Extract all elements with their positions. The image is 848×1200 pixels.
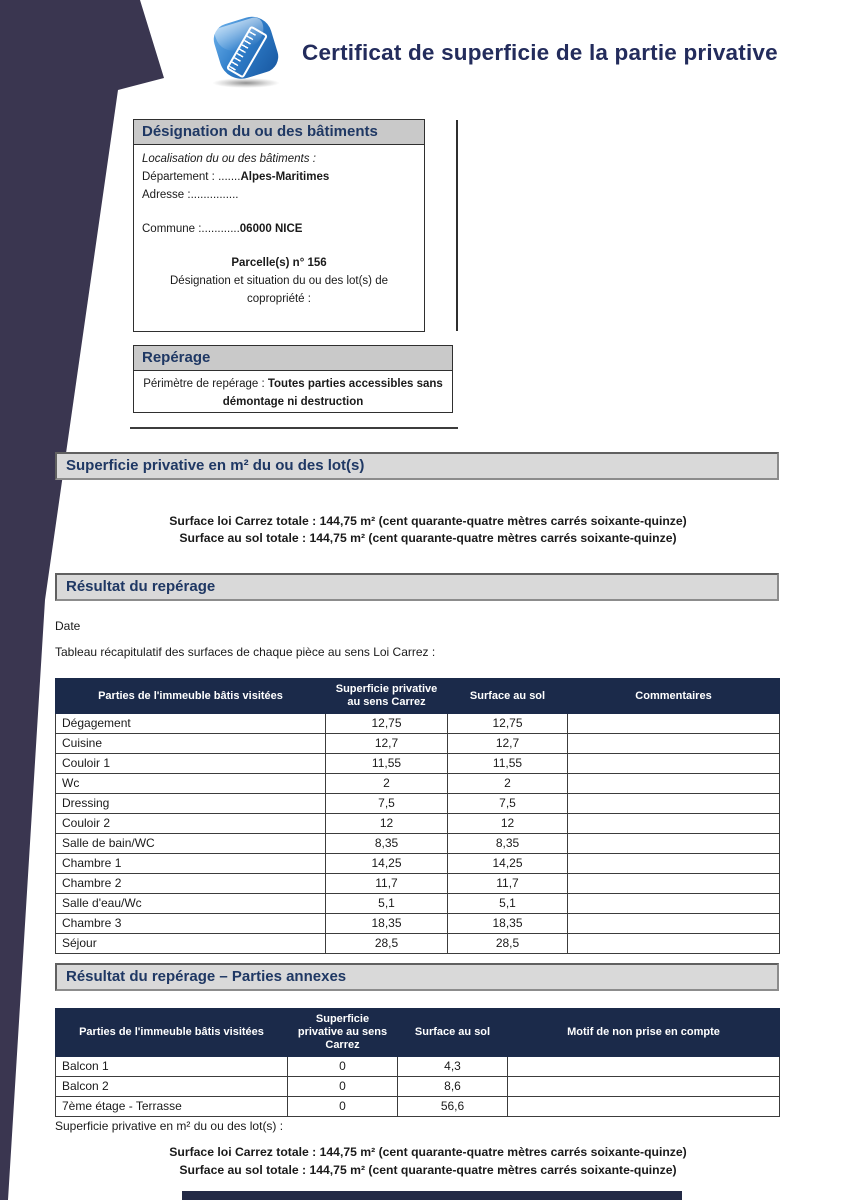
room-name: Cuisine: [56, 734, 326, 754]
comment-cell: [568, 734, 780, 754]
carrez-value: 5,1: [326, 894, 448, 914]
reperage-box: [133, 345, 453, 413]
comment-cell: [568, 874, 780, 894]
table-row: [56, 1097, 780, 1117]
sol-value: 11,55: [448, 754, 568, 774]
designation-box-title: Désignation du ou des bâtiments: [134, 120, 424, 145]
comment-cell: [568, 714, 780, 734]
carrez-value: 12,75: [326, 714, 448, 734]
sol-value: 14,25: [448, 854, 568, 874]
room-name: Chambre 1: [56, 854, 326, 874]
comment-cell: [568, 754, 780, 774]
col-header-commentaires: Commentaires: [568, 679, 780, 714]
col-header-sol: Surface au sol: [398, 1009, 508, 1057]
comment-cell: [568, 774, 780, 794]
col-header-carrez: Superficie privative au sens Carrez: [288, 1009, 398, 1057]
table-header-row: [56, 679, 780, 714]
carrez-value: 11,55: [326, 754, 448, 774]
sol-value: 56,6: [398, 1097, 508, 1117]
room-name: Salle d'eau/Wc: [56, 894, 326, 914]
col-header-carrez: Superficie privative au sens Carrez: [326, 679, 448, 714]
page-title: Certificat de superficie de la partie privative: [302, 40, 778, 65]
parcelle-line: Parcelle(s) n° 156: [231, 257, 327, 269]
carrez-value: 18,35: [326, 914, 448, 934]
col-header-parties: Parties de l'immeuble bâtis visitées: [56, 1009, 288, 1057]
carrez-total-line: Surface loi Carrez totale : 144,75 m² (cent quarante-quatre mètres carrés soixante-quinze): [169, 514, 687, 528]
logo-shadow: [212, 78, 280, 88]
section-superficie-privative: Superficie privative en m² du ou des lot(s): [55, 452, 779, 480]
annexes-table: [55, 1008, 780, 1117]
room-name: Séjour: [56, 934, 326, 954]
commune-value: 06000 NICE: [239, 223, 303, 235]
adresse-line: Adresse :...............: [142, 189, 239, 201]
comment-cell: [568, 834, 780, 854]
sol-total-line: Surface au sol totale : 144,75 m² (cent quarante-quatre mètres carrés soixante-quinze): [179, 531, 677, 545]
motif-cell: [508, 1097, 780, 1117]
table-row: [56, 854, 780, 874]
table-row: [56, 734, 780, 754]
sol-value: 2: [448, 774, 568, 794]
room-name: Dégagement: [56, 714, 326, 734]
section-parties-annexes: Résultat du repérage – Parties annexes: [55, 963, 779, 991]
vertical-rule: [456, 120, 458, 331]
reperage-box-title: Repérage: [134, 346, 452, 371]
perimetre-label: Périmètre de repérage :: [143, 378, 268, 390]
table-intro: Tableau récapitulatif des surfaces de chaque pièce au sens Loi Carrez :: [55, 645, 436, 659]
room-name: Dressing: [56, 794, 326, 814]
table-row: [56, 754, 780, 774]
sol-value: 11,7: [448, 874, 568, 894]
sol-value: 8,35: [448, 834, 568, 854]
carrez-value: 7,5: [326, 794, 448, 814]
departement-label: Département : .......: [142, 171, 241, 183]
carrez-value: 0: [288, 1057, 398, 1077]
carrez-value: 28,5: [326, 934, 448, 954]
room-name: Salle de bain/WC: [56, 834, 326, 854]
sol-value: 7,5: [448, 794, 568, 814]
room-name: Balcon 2: [56, 1077, 288, 1097]
carrez-total-line: Surface loi Carrez totale : 144,75 m² (cent quarante-quatre mètres carrés soixante-quinze): [169, 1145, 687, 1159]
table-row: [56, 714, 780, 734]
commune-line: [142, 220, 416, 238]
sol-value: 12,7: [448, 734, 568, 754]
comment-cell: [568, 854, 780, 874]
lots-line: Désignation et situation du ou des lot(s) de copropriété :: [170, 275, 388, 305]
carrez-value: 11,7: [326, 874, 448, 894]
sol-total-line: Surface au sol totale : 144,75 m² (cent quarante-quatre mètres carrés soixante-quinze): [179, 1163, 677, 1177]
comment-cell: [568, 934, 780, 954]
table-row: [56, 814, 780, 834]
room-name: Chambre 2: [56, 874, 326, 894]
carrez-surfaces-table: [55, 678, 780, 954]
commune-label: Commune :............: [142, 223, 240, 235]
table-row: [56, 894, 780, 914]
designation-box: [133, 119, 425, 332]
superficie-totals: [58, 513, 798, 547]
comment-cell: [568, 814, 780, 834]
col-header-motif: Motif de non prise en compte: [508, 1009, 780, 1057]
motif-cell: [508, 1077, 780, 1097]
carrez-value: 12,7: [326, 734, 448, 754]
sol-value: 28,5: [448, 934, 568, 954]
sol-value: 18,35: [448, 914, 568, 934]
carrez-value: 2: [326, 774, 448, 794]
table-row: [56, 1057, 780, 1077]
carrez-value: 0: [288, 1077, 398, 1097]
room-name: Couloir 1: [56, 754, 326, 774]
next-page-banner-edge: [182, 1191, 682, 1200]
sol-value: 12: [448, 814, 568, 834]
table-row: [56, 834, 780, 854]
comment-cell: [568, 914, 780, 934]
carrez-value: 14,25: [326, 854, 448, 874]
table-row: [56, 914, 780, 934]
motif-cell: [508, 1057, 780, 1077]
departement-value: Alpes-Maritimes: [240, 171, 330, 183]
room-name: 7ème étage - Terrasse: [56, 1097, 288, 1117]
sol-value: 12,75: [448, 714, 568, 734]
comment-cell: [568, 794, 780, 814]
localisation-label: Localisation du ou des bâtiments :: [142, 153, 316, 165]
table-row: [56, 934, 780, 954]
room-name: Balcon 1: [56, 1057, 288, 1077]
table-header-row: [56, 1009, 780, 1057]
col-header-sol: Surface au sol: [448, 679, 568, 714]
room-name: Couloir 2: [56, 814, 326, 834]
table-row: [56, 774, 780, 794]
table-row: [56, 794, 780, 814]
ruler-icon: [206, 14, 288, 96]
comment-cell: [568, 894, 780, 914]
carrez-value: 12: [326, 814, 448, 834]
room-name: Chambre 3: [56, 914, 326, 934]
table-row: [56, 1077, 780, 1097]
section-resultat-reperage: Résultat du repérage: [55, 573, 779, 601]
date-label: Date: [55, 619, 81, 633]
footer-superficie-label: Superficie privative en m² du ou des lot(s) :: [55, 1119, 284, 1133]
sol-value: 8,6: [398, 1077, 508, 1097]
sol-value: 4,3: [398, 1057, 508, 1077]
horizontal-rule: [130, 427, 458, 429]
carrez-value: 0: [288, 1097, 398, 1117]
table-row: [56, 874, 780, 894]
carrez-value: 8,35: [326, 834, 448, 854]
footer-totals: [58, 1143, 798, 1179]
perimetre-value: Toutes parties accessibles sans démontage ni destruction: [222, 378, 443, 408]
sol-value: 5,1: [448, 894, 568, 914]
room-name: Wc: [56, 774, 326, 794]
departement-line: [142, 168, 416, 186]
col-header-parties: Parties de l'immeuble bâtis visitées: [56, 679, 326, 714]
